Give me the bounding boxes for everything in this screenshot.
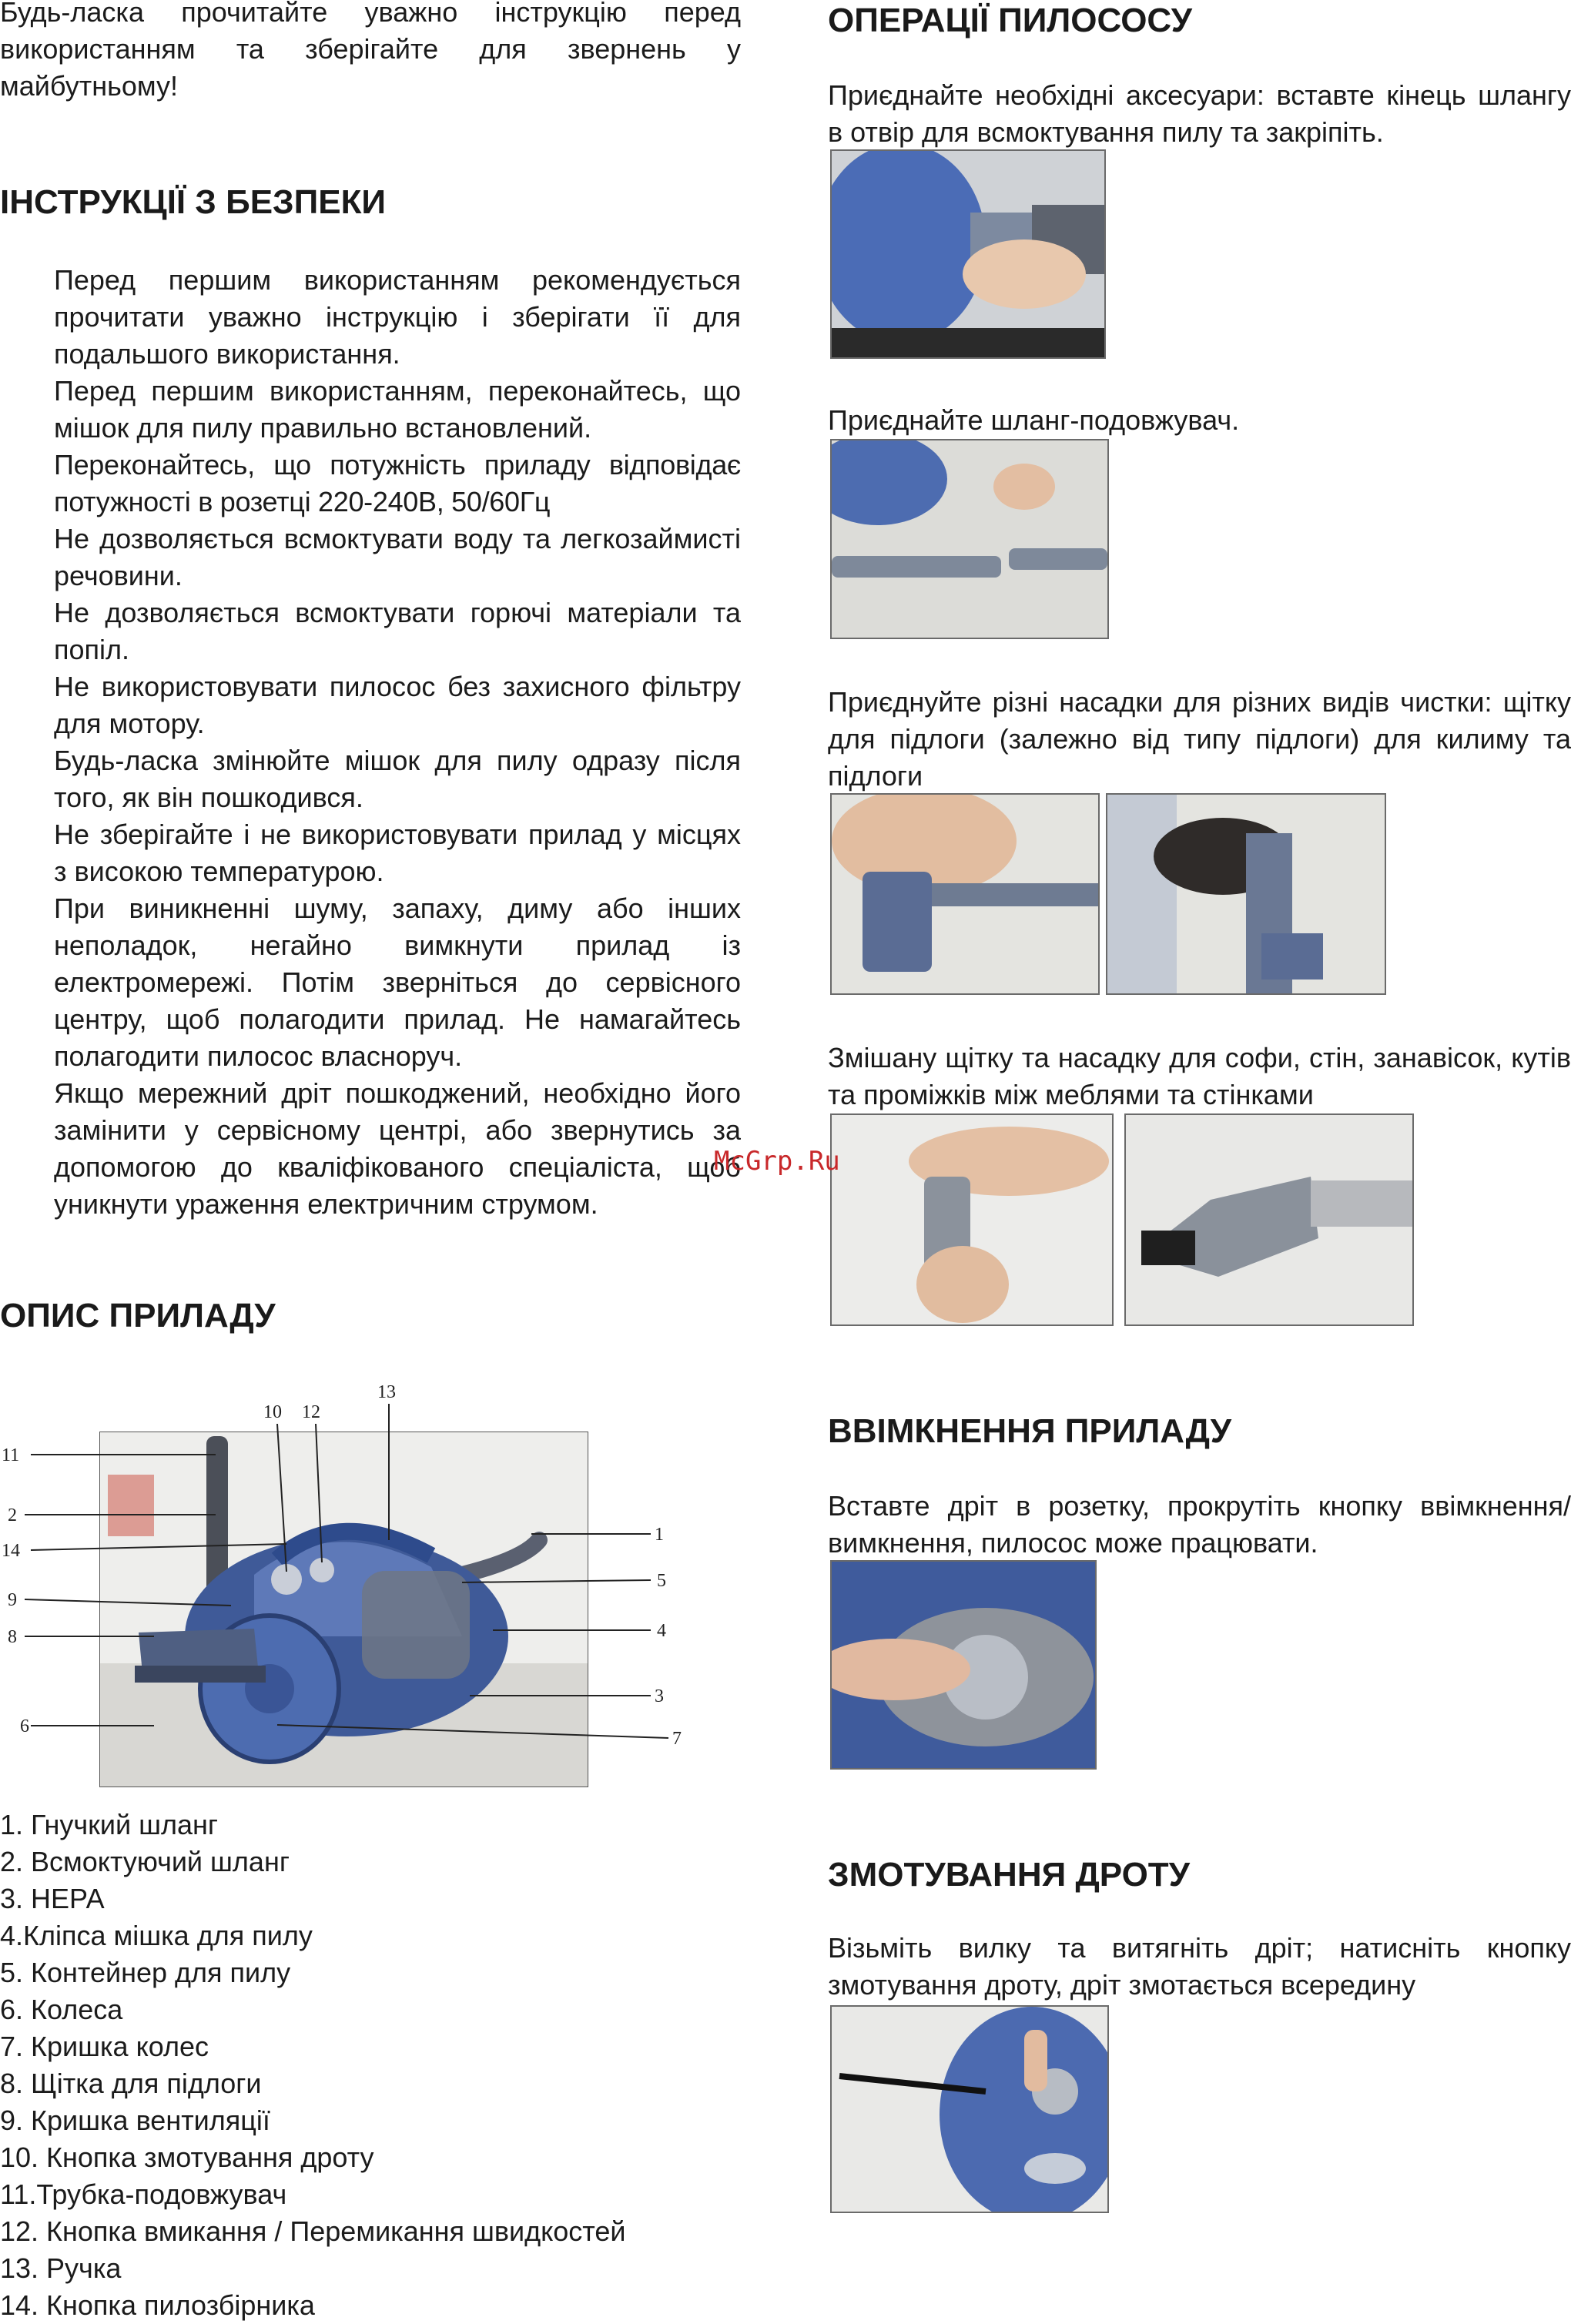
safety-item: Не дозволяється всмоктувати горючі матеріали та попіл. [54,597,741,665]
callout-1: 1 [655,1525,664,1545]
cord-text: Візьміть вилку та витягніть дріт; натисніть кнопку змотування дроту, дріт змотається всередину [828,1932,1571,2001]
parts-list-item: 7. Кришка колес [0,2031,209,2062]
photo-extension-tube [830,439,1109,639]
safety-item: Якщо мережний дріт пошкоджений, необхідно його замінити у сервісному центрі, або звернутись за допомогою до кваліфікованого спеціаліста, щоб уникнути ураження електричним струмом. [54,1077,741,1220]
operations-step-1: Приєднайте необхідні аксесуари: вставте кінець шлангу в отвір для всмоктування пилу та закріпіть. [828,79,1571,148]
parts-list-item: 3. НЕРА [0,1883,105,1914]
power-text: Вставте дріт в розетку, прокрутіть кнопку ввімкнення/вимкнення, пилосос може працювати. [828,1490,1571,1559]
parts-list-item: 12. Кнопка вмикання / Перемикання швидкостей [0,2215,626,2247]
safety-item: Не використовувати пилосос без захисного фільтру для мотору. [54,671,741,739]
callout-4: 4 [657,1621,666,1641]
power-heading: ВВІМКНЕННЯ ПРИЛАДУ [828,1412,1231,1450]
vacuum-diagram-image [0,1375,693,1802]
safety-list [54,262,741,1223]
safety-heading: ІНСТРУКЦІЇ З БЕЗПЕКИ [0,183,387,221]
callout-10: 10 [263,1402,282,1422]
parts-list-item: 4.Кліпса мішка для пилу [0,1920,313,1951]
callout-7: 7 [672,1729,682,1749]
safety-item: Перед першим використанням рекомендується прочитати уважно інструкцію і зберігати її для подальшого використання. [54,264,741,370]
callout-12: 12 [302,1402,320,1422]
parts-list-item: 8. Щітка для підлоги [0,2068,262,2099]
parts-list-item: 1. Гнучкий шланг [0,1809,219,1840]
operations-step-4: Змішану щітку та насадку для софи, стін, занавісок, кутів та проміжків між меблями та стінками [828,1042,1571,1110]
parts-list-item: 14. Кнопка пилозбірника [0,2289,315,2321]
photo-crevice-tool-1 [830,1113,1114,1326]
parts-list-item: 6. Колеса [0,1994,123,2025]
parts-list-item: 5. Контейнер для пилу [0,1957,291,1988]
photo-power-button [830,1560,1097,1770]
operations-step-2: Приєднайте шланг-подовжувач. [828,404,1240,436]
intro-text: Будь-ласка прочитайте уважно інструкцію перед використанням та зберігайте для звернень у майбутньому! [0,0,741,102]
callout-14: 14 [2,1541,20,1561]
cord-heading: ЗМОТУВАННЯ ДРОТУ [828,1856,1191,1894]
description-heading: ОПИС ПРИЛАДУ [0,1297,276,1334]
parts-list-item: 11.Трубка-подовжувач [0,2178,287,2210]
callout-13: 13 [377,1382,396,1402]
callout-5: 5 [657,1571,666,1591]
operations-step-3: Приєднуйте різні насадки для різних видів чистки: щітку для підлоги (залежно від типу підлоги) для килиму та підлоги [828,686,1571,792]
safety-item: Не зберігайте і не використовувати прилад у місцях з високою температурою. [54,819,741,887]
safety-item: Переконайтесь, що потужність приладу відповідає потужності в розетці 220-240В, 50/60Гц [54,449,741,517]
callout-3: 3 [655,1686,664,1706]
parts-list-item: 10. Кнопка змотування дроту [0,2141,374,2173]
callout-9: 9 [8,1590,17,1610]
parts-list-item: 2. Всмоктуючий шланг [0,1846,290,1877]
callout-6: 6 [20,1716,29,1736]
parts-list [0,1807,626,2324]
vacuum-diagram [0,1375,693,1802]
callout-2: 2 [8,1505,17,1525]
photo-floor-brush-1 [830,793,1100,995]
operations-heading: ОПЕРАЦІЇ ПИЛОСОСУ [828,2,1192,39]
safety-item: Будь-ласка змінюйте мішок для пилу одразу після того, як він пошкодився. [54,745,741,813]
photo-hose-attach [830,149,1106,359]
callout-8: 8 [8,1627,17,1647]
parts-list-item: 9. Кришка вентиляції [0,2105,270,2136]
safety-item: Перед першим використанням, переконайтесь, що мішок для пилу правильно встановлений. [54,375,741,444]
watermark: McGrp.Ru [714,1146,840,1177]
photo-cord-rewind [830,2005,1109,2213]
safety-item: При виникненні шуму, запаху, диму або інших неполадок, негайно вимкнути прилад із електромережі. Потім зверніться до сервісного центру, щоб полагодити прилад. Не намагайтесь полагодити пилосос власноруч. [54,892,741,1072]
callout-11: 11 [2,1445,20,1465]
safety-item: Не дозволяється всмоктувати воду та легкозаймисті речовини. [54,523,741,591]
parts-list-item: 13. Ручка [0,2252,122,2284]
photo-floor-brush-2 [1106,793,1386,995]
photo-crevice-tool-2 [1124,1113,1414,1326]
